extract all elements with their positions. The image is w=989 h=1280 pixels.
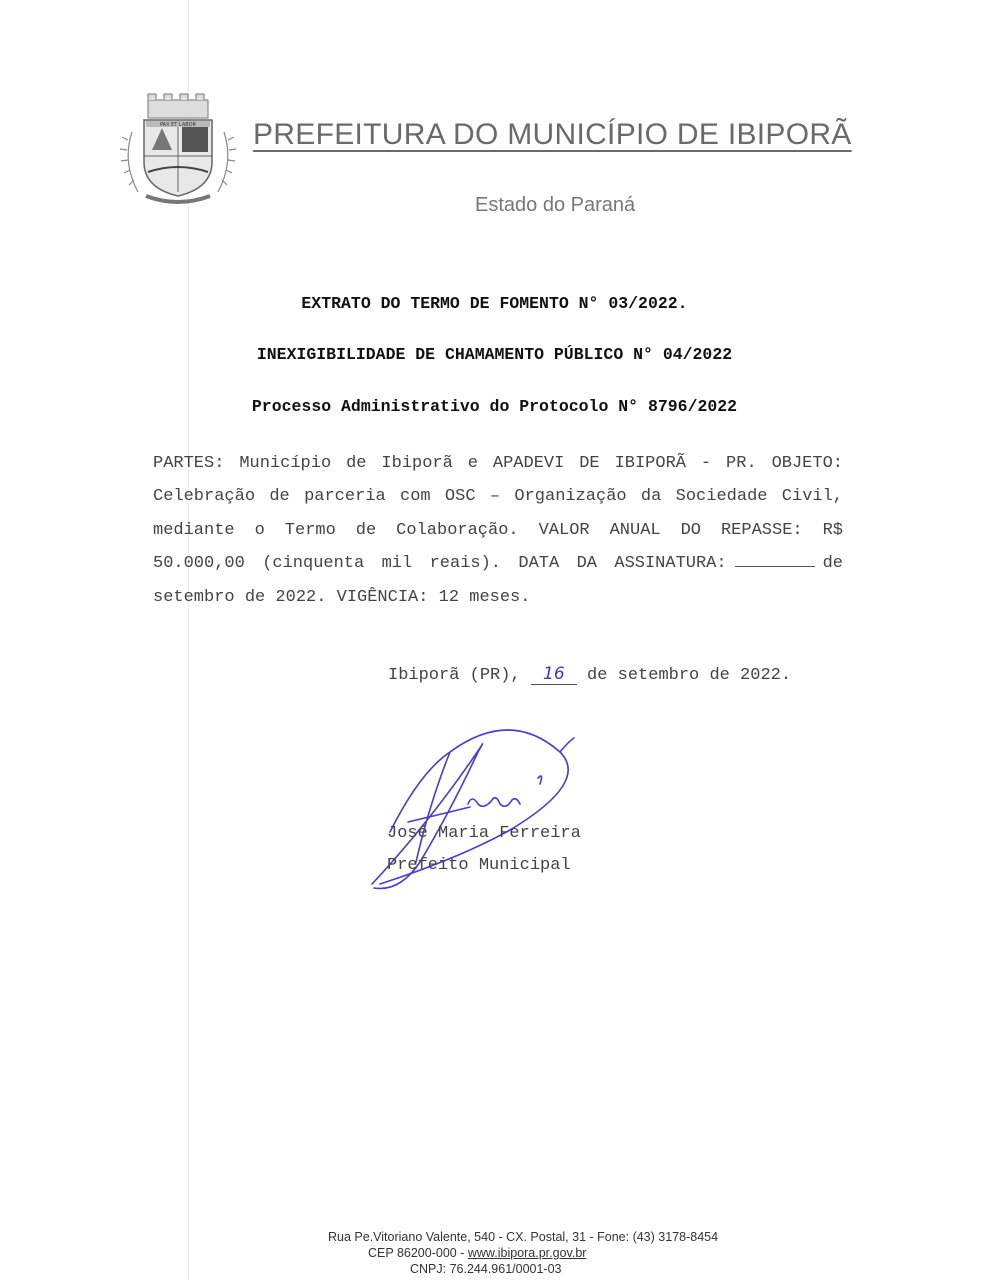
document-heading-inexigibilidade: INEXIGIBILIDADE DE CHAMAMENTO PÚBLICO N° 04/2022 [256, 345, 733, 364]
signature-date-blank [735, 552, 815, 567]
municipal-crest-icon [118, 92, 238, 210]
page-subtitle: Estado do Paraná [475, 194, 636, 216]
body-text-part-1: PARTES: Município de Ibiporã e APADEVI DE IBIPORÃ - PR. OBJETO: Celebração de parceria com OSC – Organização da Sociedade Civil, mediante o Termo de Colaboração. VALOR ANUAL DO REPASSE: R$ 50.000,00 (cinquenta mil reais). DATA DA ASSINATURA: [153, 454, 843, 574]
footer-cnpj: CNPJ: 76.244.961/0001-03 [410, 1262, 562, 1276]
date-suffix: de setembro de 2022. [587, 666, 792, 685]
signer-name: José Maria Ferreira [387, 824, 581, 843]
signer-title: Prefeito Municipal [387, 856, 571, 875]
document-body [153, 447, 843, 614]
footer-cep-line [368, 1245, 586, 1261]
page-title: PREFEITURA DO MUNICÍPIO DE IBIPORÃ [253, 118, 852, 151]
crest-motto: PAX ET LABOR [159, 122, 197, 128]
document-heading-processo: Processo Administrativo do Protocolo N° 8796/2022 [251, 397, 738, 416]
date-prefix: Ibiporã (PR), [388, 666, 521, 685]
body-text-part-2: de setembro de 2022. VIGÊNCIA: 12 meses. [153, 554, 843, 607]
footer-address: Rua Pe.Vitoriano Valente, 540 - CX. Postal, 31 - Fone: (43) 3178-8454 [328, 1230, 719, 1244]
date-day-handwritten: 16 [531, 664, 577, 685]
footer-cep: CEP 86200-000 - [368, 1246, 465, 1260]
document-heading-extrato: EXTRATO DO TERMO DE FOMENTO N° 03/2022. [301, 294, 688, 313]
date-line [388, 664, 791, 685]
footer-website-link[interactable]: www.ibipora.pr.gov.br [467, 1246, 587, 1260]
